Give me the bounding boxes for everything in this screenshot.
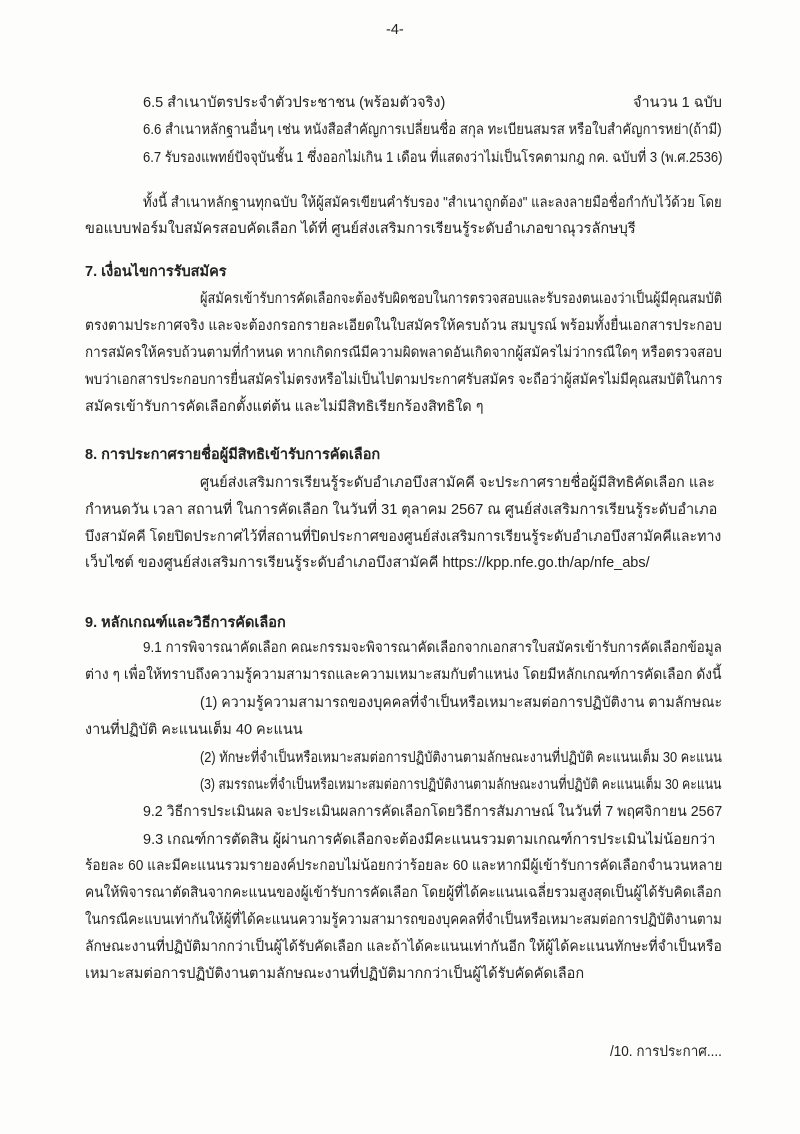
paragraph-line: ในกรณีคะแบนเท่ากันให้ผู้ที่ได้คะแนนความรู้ความสามารถของบุคคลที่จำเป็นหรือเหมาะสมต่อการปฏิบัติงานตาม: [85, 912, 722, 928]
section-7-heading: 7. เงื่อนไขการรับสมัคร: [85, 264, 227, 280]
paragraph-line: ร้อยละ 60 และมีคะแนนรวมรายองค์ประกอบไม่น้อยกว่าร้อยละ 60 และหากมีผู้เข้ารับการคัดเลือกจำนวนหลาย: [85, 858, 723, 874]
paragraph-line: ลักษณะงานที่ปฏิบัติมากกว่าเป็นผู้ได้รับคัดเลือก และถ้าได้คะแนนเท่ากันอีก ให้ผู้ได้คะแนนทักษะที่จำเป็นหรือ: [85, 939, 722, 955]
item-6-6: 6.6 สำเนาหลักฐานอื่นๆ เช่น หนังสือสำคัญการเปลี่ยนชื่อ สกุล ทะเบียนสมรส หรือใบสำคัญการหย่า(ถ้ามี): [143, 122, 722, 138]
footer-continuation: /10. การประกาศ....: [610, 1044, 722, 1060]
paragraph-line: เหมาะสมต่อการปฏิบัติงานตามลักษณะงานที่ปฏิบัติมากกว่าเป็นผู้ได้รับคัดคัดเลือก: [85, 966, 585, 982]
item-6-7: 6.7 รับรองแพทย์ปัจจุบันชั้น 1 ซึ่งออกไม่เกิน 1 เดือน ที่แสดงว่าไม่เป็นโรคตามกฎ กค. ฉบับที่ 3 (พ.ศ.2536): [143, 150, 723, 166]
paragraph-line: การสมัครให้ครบถ้วนตามที่กำหนด หากเกิดกรณีมีความผิดพลาดอันเกิดจากผู้สมัครไม่ว่ากรณีใดๆ หรือตรวจสอบ: [85, 345, 722, 361]
item-6-5: 6.5 สำเนาบัตรประจำตัวประชาชน (พร้อมตัวจริง): [143, 95, 446, 111]
item-6-5-quantity: จำนวน 1 ฉบับ: [633, 95, 723, 111]
paragraph-line: พบว่าเอกสารประกอบการยื่นสมัครไม่ตรงหรือไม่เป็นไปตามประกาศรับสมัคร จะถือว่าผู้สมัครไม่มีคุณสมบัติในการ: [85, 372, 723, 388]
section-8-heading: 8. การประกาศรายชื่อผู้มีสิทธิเข้ารับการคัดเลือก: [85, 447, 381, 463]
paragraph-line: ผู้สมัครเข้ารับการคัดเลือกจะต้องรับผิดชอบในการตรวจสอบและรับรองตนเองว่าเป็นผู้มีคุณสมบัติ: [200, 291, 723, 307]
item-9-2: 9.2 วิธีการประเมินผล จะประเมินผลการคัดเลือกโดยวิธีการสัมภาษณ์ ในวันที่ 7 พฤศจิกายน 2567: [143, 804, 723, 820]
criterion-1-cont: งานที่ปฏิบัติ คะแนนเต็ม 40 คะแนน: [85, 722, 303, 738]
paragraph-line: ต่าง ๆ เพื่อให้ทราบถึงความรู้ความสามารถและความเหมาะสมกับตำแหน่ง โดยมีหลักเกณฑ์การคัดเลือก ดังนี้: [85, 667, 722, 683]
paragraph-line: บึงสามัคคี โดยปิดประกาศไว้ที่สถานที่ปิดประกาศของศูนย์ส่งเสริมการเรียนรู้ระดับอำเภอบึงสามัคคีและทาง: [85, 529, 722, 545]
paragraph-line-with-url: เว็บไซต์ ของศูนย์ส่งเสริมการเรียนรู้ระดับอำเภอบึงสามัคคี https://kpp.nfe.go.th/ap/nfe_abs/: [85, 555, 650, 571]
paragraph-line: สมัครเข้ารับการคัดเลือกตั้งแต่ต้น และไม่มีสิทธิเรียกร้องสิทธิใด ๆ: [85, 399, 484, 415]
section-9-heading: 9. หลักเกณฑ์และวิธีการคัดเลือก: [85, 615, 286, 631]
item-9-3: 9.3 เกณฑ์การตัดสิน ผู้ผ่านการคัดเลือกจะต้องมีคะแนนรวมตามเกณฑ์การประเมินไม่น้อยกว่า: [143, 832, 716, 848]
page-number: -4-: [386, 22, 404, 38]
paragraph-line: 9.1 การพิจารณาคัดเลือก คณะกรรมจะพิจารณาคัดเลือกจากเอกสารใบสมัครเข้ารับการคัดเลือกข้อมูล: [143, 640, 722, 656]
criterion-2: (2) ทักษะที่จำเป็นหรือเหมาะสมต่อการปฏิบัติงานตามลักษณะงานที่ปฏิบัติ คะแนนเต็ม 30 คะแนน: [200, 750, 722, 766]
paragraph-line: ศูนย์ส่งเสริมการเรียนรู้ระดับอำเภอบึงสามัคคี จะประกาศรายชื่อผู้มีสิทธิคัดเลือก และ: [200, 475, 715, 491]
paragraph-line: ตรงตามประกาศจริง และจะต้องกรอกรายละเอียดในใบสมัครให้ครบถ้วน สมบูรณ์ พร้อมทั้งยื่นเอกสารประกอบ: [85, 318, 722, 334]
paragraph-line: กำหนดวัน เวลา สถานที่ ในการคัดเลือก ในวันที่ 31 ตุลาคม 2567 ณ ศูนย์ส่งเสริมการเรียนรู้ระดับอำเภอ: [85, 502, 718, 518]
note-line: ขอแบบฟอร์มใบสมัครสอบคัดเลือก ได้ที่ ศูนย์ส่งเสริมการเรียนรู้ระดับอำเภอขาณุวรลักษบุรี: [85, 221, 636, 237]
note-line: ทั้งนี้ สำเนาหลักฐานทุกฉบับ ให้ผู้สมัครเขียนคำรับรอง "สำเนาถูกต้อง" และลงลายมือชื่อกำกับไว้ด้วย โดย: [143, 195, 722, 211]
criterion-1: (1) ความรู้ความสามารถของบุคคลที่จำเป็นหรือเหมาะสมต่อการปฏิบัติงาน ตามลักษณะ: [200, 695, 723, 711]
paragraph-line: คนให้พิจารณาตัดสินจากคะแนนของผู้เข้ารับการคัดเลือก โดยผู้ที่ได้คะแนนเฉลี่ยรวมสูงสุดเป็นผู้ได้รับคิดเลือก: [85, 885, 722, 901]
criterion-3: (3) สมรรถนะที่จำเป็นหรือเหมาะสมต่อการปฏิบัติงานตามลักษณะงานที่ปฏิบัติ คะแนนเต็ม 30 คะแนน: [200, 777, 722, 793]
